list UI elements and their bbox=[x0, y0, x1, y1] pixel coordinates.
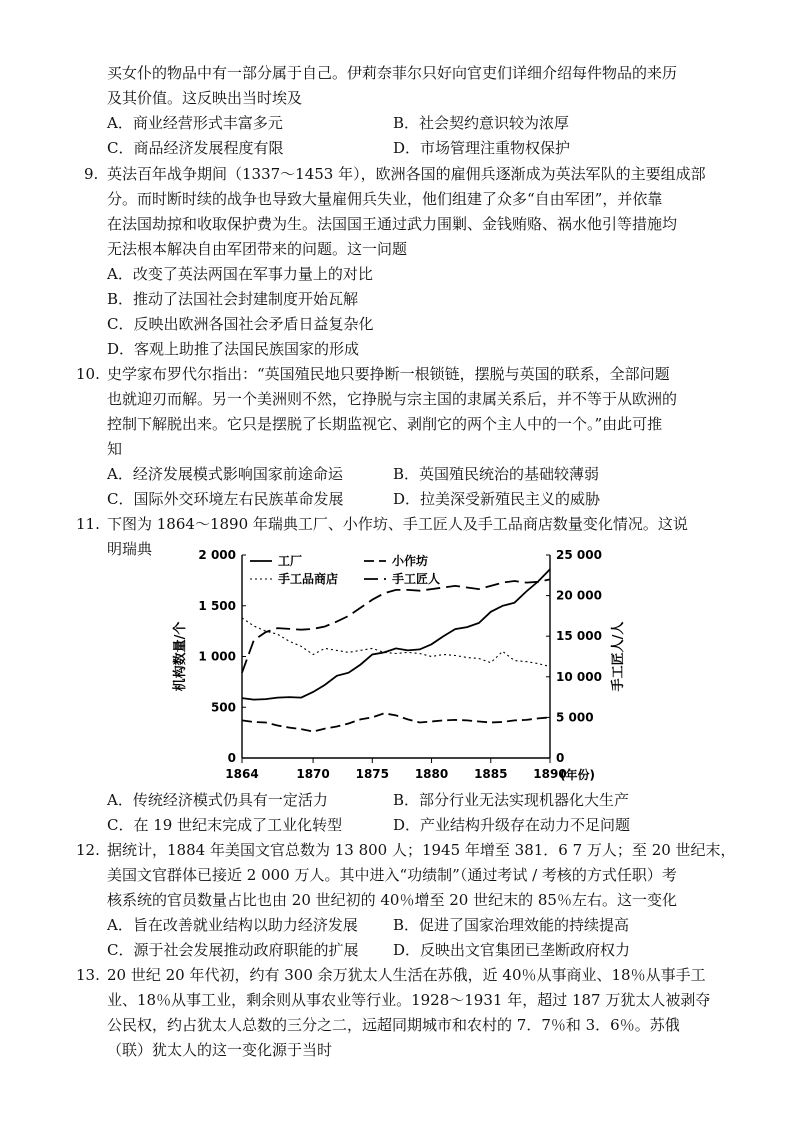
q10-line-2: 也就迎刃而解。另一个美洲则不然，它挣脱与宗主国的隶属关系后，并不等于从欧洲的 bbox=[107, 390, 678, 408]
x-axis-label: (年份) bbox=[560, 768, 595, 782]
legend-label-3: 手工品商店 bbox=[278, 572, 339, 586]
q10-option-d[interactable]: D．拉美深受新殖民主义的威胁 bbox=[393, 490, 601, 508]
series-line-1 bbox=[242, 569, 550, 699]
q8-option-d[interactable]: D．市场管理注重物权保护 bbox=[393, 139, 571, 157]
y-left-tick-label: 2 000 bbox=[198, 548, 236, 562]
series-line-4 bbox=[242, 579, 550, 672]
q8-line-2: 及其价值。这反映出当时埃及 bbox=[107, 89, 303, 107]
y-right-tick-label: 15 000 bbox=[556, 629, 602, 644]
q11-line-1: 下图为 1864～1890 年瑞典工厂、小作坊、手工匠人及手工品商店数量变化情况。这说 bbox=[107, 515, 688, 533]
x-tick-label: 1885 bbox=[474, 767, 508, 781]
legend-label-1: 工厂 bbox=[278, 554, 303, 568]
q11-option-d[interactable]: D．产业结构升级存在动力不足问题 bbox=[393, 816, 631, 834]
y-right-tick-label: 5 000 bbox=[556, 710, 594, 725]
q13-line-2: 业、18％从事工业，剩余则从事农业等行业。1928～1931 年，超过 187 万犹太人被剥夺 bbox=[107, 991, 711, 1009]
q11-line-chart bbox=[150, 545, 650, 790]
y-right-tick-label: 25 000 bbox=[556, 548, 602, 562]
q12-line-3: 核系统的官员数量占比也由 20 世纪初的 40％增至 20 世纪末的 85％左右。这一变化 bbox=[107, 891, 677, 909]
q12-option-d[interactable]: D．反映出文官集团已垄断政府权力 bbox=[393, 941, 631, 959]
series-line-3 bbox=[242, 618, 550, 667]
y-left-tick-label: 1 000 bbox=[198, 649, 236, 664]
q12-option-b[interactable]: B．促进了国家治理效能的持续提高 bbox=[393, 916, 630, 934]
y-axis-left-label: 机构数量/个 bbox=[173, 621, 188, 692]
q9-option-c[interactable]: C．反映出欧洲各国社会矛盾日益复杂化 bbox=[107, 315, 374, 333]
q12-line-1: 据统计，1884 年美国文官总数为 13 800 人；1945 年增至 381．6 7 万人；至 20 世纪末， bbox=[107, 841, 736, 859]
q11-line-2: 明瑞典 bbox=[107, 540, 153, 558]
q9-number: 9. bbox=[84, 165, 99, 183]
series-line-2 bbox=[242, 713, 550, 731]
q10-number: 10. bbox=[76, 365, 100, 383]
q9-line-4: 无法根本解决自由军团带来的问题。这一问题 bbox=[107, 240, 408, 258]
y-left-tick-label: 1 500 bbox=[198, 598, 236, 613]
q13-line-4: （联）犹太人的这一变化源于当时 bbox=[107, 1041, 333, 1059]
x-tick-label: 1890 bbox=[533, 767, 567, 781]
q13-line-1: 20 世纪 20 年代初，约有 300 余万犹太人生活在苏俄，近 40％从事商业、18％从事手工 bbox=[107, 966, 706, 984]
q8-option-c[interactable]: C．商品经济发展程度有限 bbox=[107, 139, 284, 157]
q9-option-b[interactable]: B．推动了法国社会封建制度开始瓦解 bbox=[107, 290, 359, 308]
q12-option-c[interactable]: C．源于社会发展推动政府职能的扩展 bbox=[107, 941, 359, 959]
q13-number: 13. bbox=[76, 966, 100, 984]
x-tick-label: 1864 bbox=[225, 767, 259, 781]
y-right-tick-label: 20 000 bbox=[556, 588, 602, 603]
x-tick-label: 1880 bbox=[414, 767, 449, 781]
q12-number: 12. bbox=[76, 841, 100, 859]
q9-line-2: 分。而时断时续的战争也导致大量雇佣兵失业，他们组建了众多“自由军团”，并依靠 bbox=[107, 190, 663, 208]
q8-line-1: 买女仆的物品中有一部分属于自己。伊莉奈菲尔只好向官吏们详细介绍每件物品的来历 bbox=[107, 64, 678, 82]
q11-number: 11. bbox=[76, 515, 100, 533]
q12-line-2: 美国文官群体已接近 2 000 万人。其中进入“功绩制”（通过考试 / 考核的方式任职）考 bbox=[107, 866, 677, 884]
q8-option-a[interactable]: A．商业经营形式丰富多元 bbox=[107, 114, 283, 132]
q10-option-c[interactable]: C．国际外交环境左右民族革命发展 bbox=[107, 490, 344, 508]
q11-option-a[interactable]: A．传统经济模式仍具有一定活力 bbox=[107, 791, 328, 809]
q10-option-b[interactable]: B．英国殖民统治的基础较薄弱 bbox=[393, 465, 600, 483]
chart-legend bbox=[250, 553, 440, 586]
q9-line-1: 英法百年战争期间（1337～1453 年），欧洲各国的雇佣兵逐渐成为英法军队的主要组成部 bbox=[107, 165, 706, 183]
q9-option-a[interactable]: A．改变了英法两国在军事力量上的对比 bbox=[107, 265, 373, 283]
q13-line-3: 公民权，约占犹太人总数的三分之二，远超同期城市和农村的 7．7％和 3．6％。苏俄 bbox=[107, 1016, 680, 1034]
q10-option-a[interactable]: A．经济发展模式影响国家前途命运 bbox=[107, 465, 343, 483]
chart-series bbox=[242, 569, 550, 731]
y-axis-right-label: 手工匠人/人 bbox=[611, 621, 626, 692]
q9-line-3: 在法国劫掠和收取保护费为生。法国国王通过武力围剿、金钱贿赂、祸水他引等措施均 bbox=[107, 215, 678, 233]
y-right-tick-label: 10 000 bbox=[556, 669, 602, 684]
q11-option-b[interactable]: B．部分行业无法实现机器化大生产 bbox=[393, 791, 630, 809]
q10-line-3: 控制下解脱出来。它只是摆脱了长期监视它、剥削它的两个主人中的一个。”由此可推 bbox=[107, 415, 663, 433]
x-tick-label: 1870 bbox=[296, 767, 330, 781]
y-right-tick-label: 0 bbox=[556, 751, 565, 765]
x-tick-label: 1875 bbox=[355, 767, 390, 781]
q9-option-d[interactable]: D．客观上助推了法国民族国家的形成 bbox=[107, 340, 360, 358]
legend-label-4: 手工匠人 bbox=[392, 572, 441, 586]
y-left-tick-label: 500 bbox=[210, 700, 236, 715]
q12-option-a[interactable]: A．旨在改善就业结构以助力经济发展 bbox=[107, 916, 358, 934]
legend-label-2: 小作坊 bbox=[392, 554, 429, 568]
q11-option-c[interactable]: C．在 19 世纪末完成了工业化转型 bbox=[107, 816, 343, 834]
q10-line-1: 史学家布罗代尔指出：“英国殖民地只要挣断一根锁链，摆脱与英国的联系，全部问题 bbox=[107, 365, 670, 383]
q8-option-b[interactable]: B．社会契约意识较为浓厚 bbox=[393, 114, 570, 132]
q10-line-4: 知 bbox=[107, 440, 123, 458]
y-left-tick-label: 0 bbox=[227, 751, 236, 765]
